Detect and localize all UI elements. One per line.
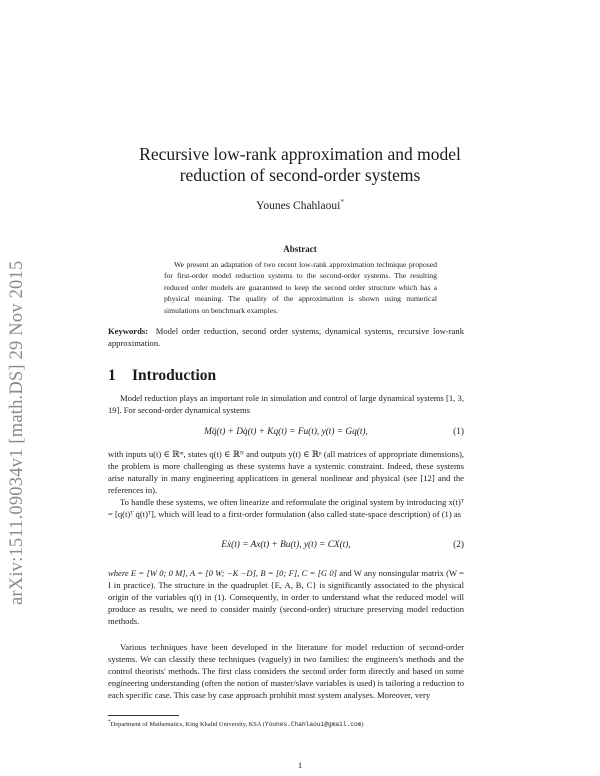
paragraph-1: Model reduction plays an important role in simulation and control of large dynamical systems [1, 3, 19]. For second-order dynamical systems xyxy=(108,393,464,415)
equation-1 xyxy=(108,427,464,437)
footnote-email[interactable]: Younes.Chahlaoui@gmail.com xyxy=(264,721,362,729)
paragraph-4-rest: any nonsingular matrix (W = I in practice). The structure in the quadruplet {E, A, B, C} is significantly associated to the physical origin of the variables q(t) in (1). Consequently, in order to understand what the reduced model will produce as results, we need to consider mainly (second-order) structure preserving model reduction methods. xyxy=(108,568,465,626)
abstract-text: We present an adaptation of two recent low-rank approximation technique proposed for first-order model reduction systems to the second-order systems. The resulting reduced order models are guaranteed to keep the second order structure which has a physical meaning. The quality of the approximation is shown using numerical simulations on benchmark examples. xyxy=(164,260,437,315)
equation-2-tag: (2) xyxy=(453,540,464,550)
abstract-heading: Abstract xyxy=(283,244,317,254)
author xyxy=(100,198,500,212)
section-title: Introduction xyxy=(132,367,217,384)
arxiv-stamp: arXiv:1511.09034v1 [math.DS] 29 Nov 2015 xyxy=(7,260,27,605)
page-number: 1 xyxy=(297,760,303,770)
title-line-2: reduction of second-order systems xyxy=(179,165,421,185)
paragraph-5: Various techniques have been developed in the literature for model reduction of second-order systems. We can classify these techniques (vaguely) in two families: the engineers's methods and the control theorists' methods. The first class considers the second order form directly and based on some engineering understanding (often the notion of master/slave variables is used) is tailoring a reduction to each specific case. This case by case approach prohibit most system analyses. Moreover, very xyxy=(108,642,464,700)
paper-title xyxy=(90,144,510,186)
paragraph-2: with inputs u(t) ∈ ℝᵐ, states q(t) ∈ ℝᴺ and outputs y(t) ∈ ℝᵖ (all matrices of appropriate dimensions), the problem is more challenging as these systems have a systemic constraint. Indeed, these systems arise naturally in many engineering applications in general nonlinear and physical (see [12] and the references in). xyxy=(108,449,464,495)
footnote xyxy=(108,719,464,728)
author-footnote-mark: * xyxy=(340,198,344,206)
footnote-text: Department of Mathematics, King Khalid University, KSA ( xyxy=(110,721,265,729)
keywords-text: Model order reduction, second order systems, dynamical systems, recursive low-rank approximation. xyxy=(108,326,464,349)
footnote-close: ) xyxy=(361,721,364,729)
paragraph-4-and: and W xyxy=(339,568,362,578)
equation-1-tag: (1) xyxy=(453,427,464,437)
paragraph-4-matrices: where E = [W 0; 0 M], A = [0 W; −K −D], B = [0; F], C = [G 0] xyxy=(108,568,338,578)
equation-2-body: Eẋ(t) = Ax(t) + Bu(t), y(t) = CX(t), xyxy=(221,540,351,550)
keywords-label: Keywords: xyxy=(108,326,149,336)
equation-2 xyxy=(108,540,464,550)
title-line-1: Recursive low-rank approximation and model xyxy=(139,144,461,164)
section-heading xyxy=(108,367,216,385)
section-number: 1 xyxy=(108,367,116,384)
equation-1-body: Mq̈(t) + Dq̇(t) + Kq(t) = Fu(t), y(t) = Gq(t), xyxy=(204,427,368,437)
paragraph-4 xyxy=(108,568,464,628)
paragraph-3: To handle these systems, we often linearize and reformulate the original system by introducing x(t)ᵀ = [q(t)ᵀ q̇(t)ᵀ], which will lead to a first-order formulation (also called state-space description) of (1) as xyxy=(108,497,464,519)
keywords xyxy=(108,325,464,349)
footnote-rule xyxy=(108,715,179,716)
footnote-mark: * xyxy=(108,719,111,725)
author-name: Younes Chahlaoui xyxy=(256,199,341,212)
